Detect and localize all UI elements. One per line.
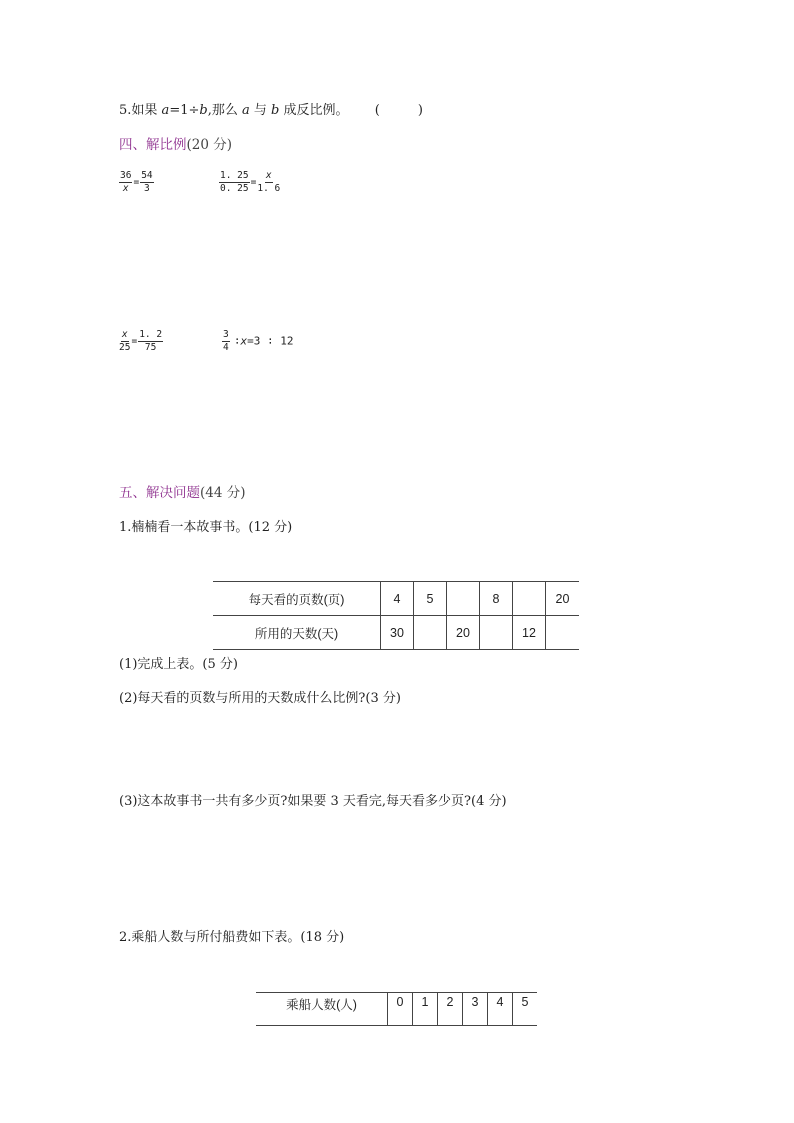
- answer-cell[interactable]: [414, 616, 447, 650]
- fraction: $\frac{54}{3}$: [141, 170, 153, 194]
- proportion-1: $\frac{36}{x}$ = $\frac{54}{3}$: [120, 170, 153, 194]
- answer-cell[interactable]: [480, 616, 513, 650]
- table-cell: 0: [388, 993, 413, 1026]
- fraction: $\frac{x}{1. 6}$: [257, 170, 281, 194]
- proportion-4: $\frac{3}{4}$ ∶x=3 ∶ 12: [223, 329, 294, 353]
- answer-cell[interactable]: [447, 582, 480, 616]
- section-4-heading: 四、解比例(20 分): [119, 137, 233, 153]
- boat-fare-table: [256, 992, 537, 1026]
- table-cell: 20: [546, 582, 580, 616]
- table-cell: 12: [513, 616, 546, 650]
- table-cell: 5: [414, 582, 447, 616]
- fraction: $\frac{36}{x}$: [120, 170, 132, 194]
- fraction: $\frac{1. 25}{0. 25}$: [220, 170, 249, 194]
- row-header: 每天看的页数(页): [213, 582, 381, 616]
- table-cell: 4: [488, 993, 513, 1026]
- answer-cell[interactable]: [513, 582, 546, 616]
- table-row: [256, 993, 537, 1026]
- proportion-3: $\frac{x}{25}$ = $\frac{1. 2}{75}$: [119, 329, 163, 353]
- problem-2-title: 2.乘船人数与所付船费如下表。(18 分): [119, 930, 345, 945]
- reading-table: [213, 581, 579, 650]
- section-5-heading: 五、解决问题(44 分): [119, 485, 246, 501]
- question-number: 5.: [119, 103, 132, 118]
- table-cell: 3: [463, 993, 488, 1026]
- var-a: a: [161, 103, 170, 118]
- table-cell: 30: [381, 616, 414, 650]
- table-cell: 4: [381, 582, 414, 616]
- problem-1-sub-1: (1)完成上表。(5 分): [119, 657, 238, 672]
- table-cell: 8: [480, 582, 513, 616]
- answer-bracket[interactable]: ( ): [374, 103, 423, 118]
- table-cell: 2: [438, 993, 463, 1026]
- problem-1-sub-2: (2)每天看的页数与所用的天数成什么比例?(3 分): [119, 691, 401, 706]
- proportion-2: $\frac{1. 25}{0. 25}$ = $\frac{x}{1. 6}$: [220, 170, 281, 194]
- table-row: [213, 616, 579, 650]
- table-cell: 5: [513, 993, 538, 1026]
- table-cell: 1: [413, 993, 438, 1026]
- fraction: $\frac{x}{25}$: [119, 329, 131, 353]
- answer-cell[interactable]: [546, 616, 580, 650]
- table-cell: 20: [447, 616, 480, 650]
- table-row: [213, 582, 579, 616]
- var-b: b: [199, 103, 208, 118]
- fraction: $\frac{3}{4}$: [223, 329, 229, 353]
- row-header: 乘船人数(人): [256, 993, 388, 1026]
- problem-1-sub-3: (3)这本故事书一共有多少页?如果要 3 天看完,每天看多少页?(4 分): [119, 794, 507, 809]
- question-5: 5.如果 a=1÷b,那么 a 与 b 成反比例。 ( ): [119, 103, 423, 118]
- problem-1-title: 1.楠楠看一本故事书。(12 分): [119, 520, 293, 535]
- row-header: 所用的天数(天): [213, 616, 381, 650]
- fraction: $\frac{1. 2}{75}$: [139, 329, 163, 353]
